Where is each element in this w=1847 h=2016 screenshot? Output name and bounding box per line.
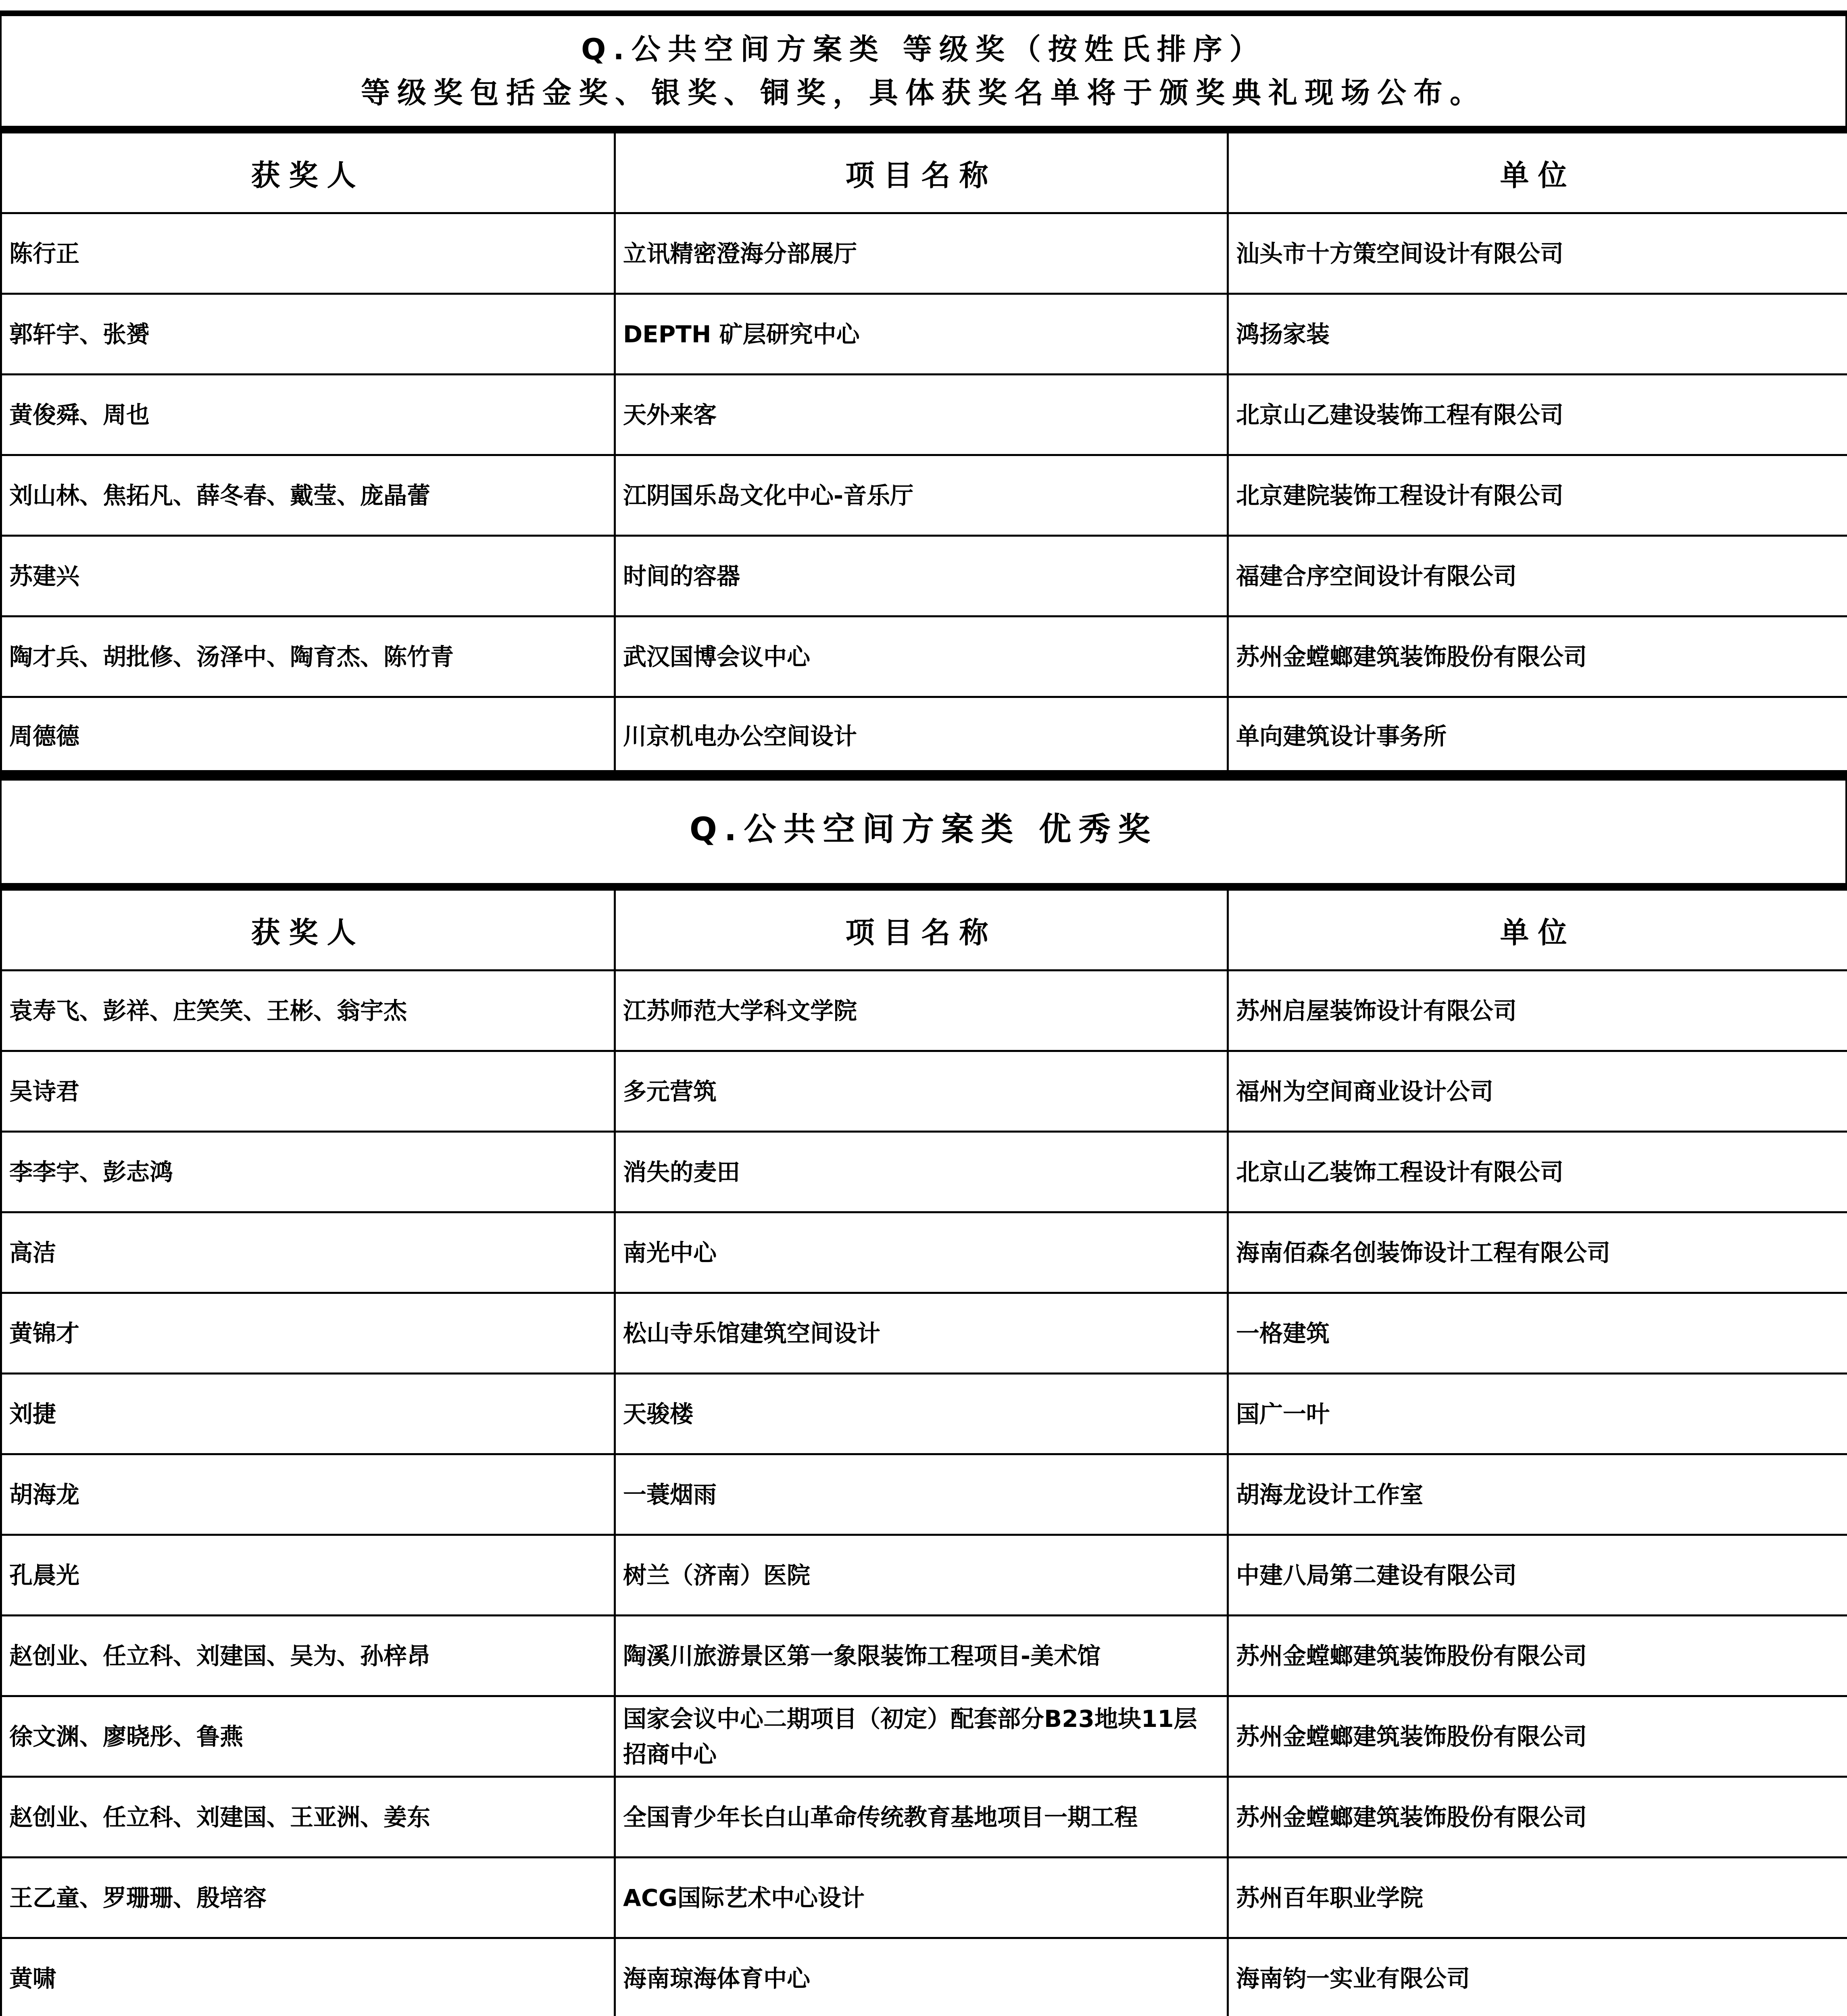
cell-project: 川京机电办公空间设计	[615, 697, 1228, 778]
cell-company: 海南钧一实业有限公司	[1228, 1938, 1847, 2016]
section-title: Q.公共空间方案类 等级奖（按姓氏排序）	[581, 32, 1266, 66]
section-title-box	[0, 770, 1847, 889]
cell-company: 苏州金螳螂建筑装饰股份有限公司	[1228, 1777, 1847, 1858]
cell-winner: 陈行正	[1, 213, 615, 294]
cell-winner: 徐文渊、廖晓彤、鲁燕	[1, 1696, 615, 1777]
cell-project: 江阴国乐岛文化中心-音乐厅	[615, 455, 1228, 536]
table-row	[1, 1132, 1847, 1212]
cell-company: 北京山乙建设装饰工程有限公司	[1228, 375, 1847, 455]
cell-company: 一格建筑	[1228, 1293, 1847, 1374]
cell-winner: 郭轩宇、张赟	[1, 294, 615, 375]
cell-winner: 吴诗君	[1, 1051, 615, 1132]
table-row	[1, 1293, 1847, 1374]
cell-company: 福建合序空间设计有限公司	[1228, 536, 1847, 616]
cell-project: 武汉国博会议中心	[615, 616, 1228, 697]
cell-project: DEPTH 矿层研究中心	[615, 294, 1228, 375]
cell-winner: 孔晨光	[1, 1535, 615, 1616]
table-row	[1, 1938, 1847, 2016]
table-row	[1, 1374, 1847, 1454]
cell-company: 苏州金螳螂建筑装饰股份有限公司	[1228, 1696, 1847, 1777]
cell-winner: 刘捷	[1, 1374, 615, 1454]
section-subtitle: 等级奖包括金奖、银奖、铜奖，具体获奖名单将于颁奖典礼现场公布。	[361, 76, 1486, 110]
table-row	[1, 1858, 1847, 1938]
cell-project: 全国青少年长白山革命传统教育基地项目一期工程	[615, 1777, 1228, 1858]
cell-project: 海南琼海体育中心	[615, 1938, 1228, 2016]
cell-company: 福州为空间商业设计公司	[1228, 1051, 1847, 1132]
cell-winner: 赵创业、任立科、刘建国、吴为、孙梓昂	[1, 1616, 615, 1696]
cell-winner: 陶才兵、胡批修、汤泽中、陶育杰、陈竹青	[1, 616, 615, 697]
cell-project: 时间的容器	[615, 536, 1228, 616]
cell-project: ACG国际艺术中心设计	[615, 1858, 1228, 1938]
cell-project: 多元营筑	[615, 1051, 1228, 1132]
table-row	[1, 536, 1847, 616]
table-header-row	[1, 890, 1847, 971]
table-header-row	[1, 133, 1847, 213]
cell-company: 单向建筑设计事务所	[1228, 697, 1847, 778]
table-row	[1, 616, 1847, 697]
table-row	[1, 1535, 1847, 1616]
cell-company: 海南佰森名创装饰设计工程有限公司	[1228, 1212, 1847, 1293]
section-grade-awards	[0, 10, 1847, 781]
cell-company: 苏州启屋装饰设计有限公司	[1228, 971, 1847, 1051]
cell-winner: 黄锦才	[1, 1293, 615, 1374]
cell-company: 胡海龙设计工作室	[1228, 1454, 1847, 1535]
cell-winner: 高洁	[1, 1212, 615, 1293]
cell-company: 汕头市十方策空间设计有限公司	[1228, 213, 1847, 294]
cell-project: 一蓑烟雨	[615, 1454, 1228, 1535]
cell-project: 江苏师范大学科文学院	[615, 971, 1228, 1051]
cell-project: 国家会议中心二期项目（初定）配套部分B23地块11层招商中心	[615, 1696, 1228, 1777]
cell-winner: 刘山林、焦拓凡、薛冬春、戴莹、庞晶蕾	[1, 455, 615, 536]
cell-company: 国广一叶	[1228, 1374, 1847, 1454]
cell-project: 天外来客	[615, 375, 1228, 455]
section-excellence-awards	[0, 770, 1847, 2016]
cell-company: 北京山乙装饰工程设计有限公司	[1228, 1132, 1847, 1212]
grade-award-table	[0, 131, 1847, 781]
header-winner: 获奖人	[1, 890, 615, 971]
cell-winner: 周德德	[1, 697, 615, 778]
table-row	[1, 455, 1847, 536]
table-row	[1, 1051, 1847, 1132]
table-row	[1, 1454, 1847, 1535]
cell-winner: 胡海龙	[1, 1454, 615, 1535]
table-row	[1, 1212, 1847, 1293]
cell-company: 苏州金螳螂建筑装饰股份有限公司	[1228, 616, 1847, 697]
cell-winner: 黄俊舜、周也	[1, 375, 615, 455]
cell-winner: 苏建兴	[1, 536, 615, 616]
cell-project: 松山寺乐馆建筑空间设计	[615, 1293, 1228, 1374]
cell-company: 北京建院装饰工程设计有限公司	[1228, 455, 1847, 536]
header-company: 单位	[1228, 890, 1847, 971]
section-title-box	[0, 10, 1847, 131]
header-project: 项目名称	[615, 890, 1228, 971]
table-row	[1, 375, 1847, 455]
cell-winner: 袁寿飞、彭祥、庄笑笑、王彬、翁宇杰	[1, 971, 615, 1051]
cell-company: 鸿扬家装	[1228, 294, 1847, 375]
cell-project: 树兰（济南）医院	[615, 1535, 1228, 1616]
excellence-award-table	[0, 889, 1847, 2016]
cell-company: 苏州百年职业学院	[1228, 1858, 1847, 1938]
header-winner: 获奖人	[1, 133, 615, 213]
cell-project: 天骏楼	[615, 1374, 1228, 1454]
section-title: Q.公共空间方案类 优秀奖	[689, 810, 1158, 848]
cell-company: 苏州金螳螂建筑装饰股份有限公司	[1228, 1616, 1847, 1696]
header-project: 项目名称	[615, 133, 1228, 213]
cell-winner: 黄啸	[1, 1938, 615, 2016]
header-company: 单位	[1228, 133, 1847, 213]
cell-winner: 王乙童、罗珊珊、殷培容	[1, 1858, 615, 1938]
table-row	[1, 213, 1847, 294]
table-row	[1, 971, 1847, 1051]
cell-project: 消失的麦田	[615, 1132, 1228, 1212]
cell-winner: 赵创业、任立科、刘建国、王亚洲、姜东	[1, 1777, 615, 1858]
cell-project: 陶溪川旅游景区第一象限装饰工程项目-美术馆	[615, 1616, 1228, 1696]
table-row	[1, 294, 1847, 375]
table-row	[1, 697, 1847, 778]
table-row	[1, 1616, 1847, 1696]
cell-winner: 李李宇、彭志鸿	[1, 1132, 615, 1212]
cell-company: 中建八局第二建设有限公司	[1228, 1535, 1847, 1616]
cell-project: 立讯精密澄海分部展厅	[615, 213, 1228, 294]
table-row	[1, 1696, 1847, 1777]
cell-project: 南光中心	[615, 1212, 1228, 1293]
table-row	[1, 1777, 1847, 1858]
